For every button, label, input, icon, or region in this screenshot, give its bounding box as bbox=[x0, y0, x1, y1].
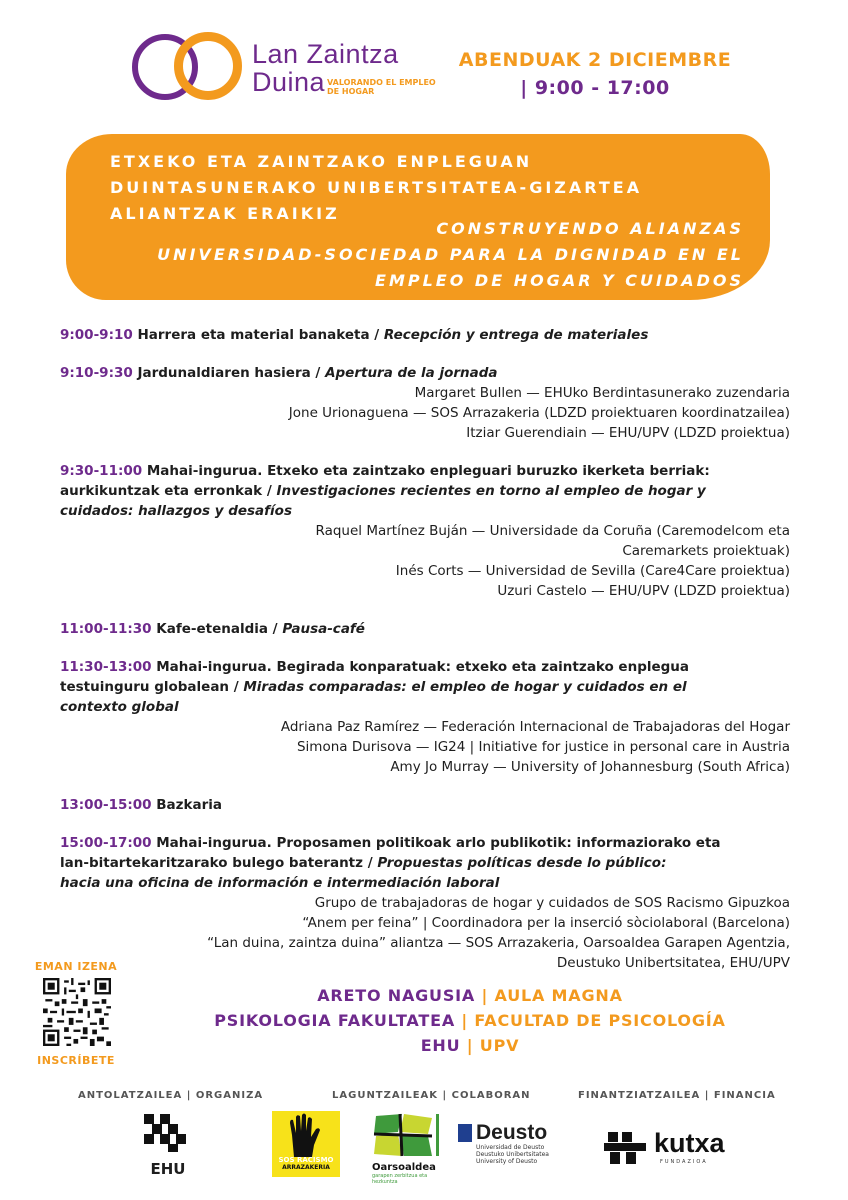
agenda-slot bbox=[60, 833, 790, 973]
speaker: Simona Durisova — IG24 | Initiative for justice in personal care in Austria bbox=[296, 739, 790, 755]
agenda-slot bbox=[60, 461, 790, 601]
speaker: Grupo de trabajadoras de hogar y cuidados de SOS Racismo Gipuzkoa bbox=[314, 895, 790, 911]
deusto-subtitle-en: University of Deusto bbox=[476, 1158, 538, 1165]
lan-zaintza-duina-logo bbox=[130, 30, 436, 106]
deusto-shield-icon bbox=[458, 1124, 472, 1142]
slot-title-eu: Mahai-ingurua. Etxeko eta zaintzako enpleguari buruzko ikerketa berriak: bbox=[146, 463, 710, 479]
speaker: Deustuko Unibertsitatea, EHU/UPV bbox=[556, 955, 790, 971]
slot-title-es: Investigaciones recientes en torno al empleo de hogar y bbox=[276, 483, 706, 499]
slot-time: 13:00-15:00 bbox=[60, 797, 152, 813]
slot-time: 9:10-9:30 bbox=[60, 365, 133, 381]
deusto-subtitle-es: Universidad de Deusto bbox=[476, 1144, 545, 1151]
title-banner bbox=[66, 134, 770, 300]
venue-faculty-es: | FACULTAD DE PSICOLOGÍA bbox=[461, 1011, 726, 1030]
date-line: ABENDUAK 2 DICIEMBRE bbox=[458, 49, 732, 71]
banner-es-line2: UNIVERSIDAD-SOCIEDAD PARA LA DIGNIDAD EN EL bbox=[157, 245, 744, 264]
time-line: | 9:00 - 17:00 bbox=[520, 77, 670, 99]
slot-title-eu: Harrera eta material banaketa / bbox=[137, 327, 380, 343]
sos-logo-arrazakeria: ARRAZAKERIA bbox=[282, 1164, 330, 1171]
slot-title-eu: Mahai-ingurua. Proposamen politikoak arlo publikotik: informaziorako eta bbox=[156, 835, 721, 851]
slot-time: 9:30-11:00 bbox=[60, 463, 143, 479]
agenda-slot bbox=[60, 363, 790, 443]
speaker: Raquel Martínez Buján — Universidade da Coruña (Caremodelcom eta bbox=[315, 523, 790, 539]
event-date bbox=[430, 46, 760, 102]
slot-title-eu-cont: testuinguru globalean / bbox=[60, 679, 239, 695]
banner-eu-line1: ETXEKO ETA ZAINTZAKO ENPLEGUAN bbox=[110, 152, 533, 171]
slot-time: 11:30-13:00 bbox=[60, 659, 152, 675]
agenda bbox=[60, 325, 790, 991]
speaker: “Lan duina, zaintza duina” aliantza — SOS Arrazakeria, Oarsoaldea Garapen Agentzia, bbox=[207, 935, 790, 951]
slot-title-eu: Jardunaldiaren hasiera / bbox=[137, 365, 321, 381]
agenda-slot bbox=[60, 619, 790, 639]
agenda-slot bbox=[60, 325, 790, 345]
slot-title-es-cont: hacia una oficina de información e intermediación laboral bbox=[60, 875, 500, 891]
slot-title-es-cont: cuidados: hallazgos y desafíos bbox=[60, 503, 292, 519]
speaker: Adriana Paz Ramírez — Federación Internacional de Trabajadoras del Hogar bbox=[280, 719, 790, 735]
venue bbox=[160, 983, 780, 1058]
venue-faculty-eu: PSIKOLOGIA FAKULTATEA bbox=[214, 1011, 456, 1030]
slot-title-eu-cont: aurkikuntzak eta erronkak / bbox=[60, 483, 272, 499]
sos-racismo-logo bbox=[272, 1111, 340, 1177]
venue-hall-eu: ARETO NAGUSIA bbox=[317, 986, 476, 1005]
colaboran-heading: LAGUNTZAILEAK | COLABORAN bbox=[332, 1090, 531, 1101]
oarsoaldea-emblem-icon bbox=[372, 1112, 450, 1158]
slot-title-es: Pausa-café bbox=[282, 621, 365, 637]
raised-hand-icon bbox=[272, 1111, 340, 1159]
ehu-emblem-icon bbox=[138, 1112, 198, 1154]
slot-title-es: Miradas comparadas: el empleo de hogar y cuidados en el bbox=[243, 679, 687, 695]
logo-subtitle: VALORANDO EL EMPLEO DE HOGAR bbox=[327, 78, 436, 96]
kutxa-fundazioa-text: FUNDAZIOA bbox=[660, 1159, 708, 1165]
slot-title-es-cont: contexto global bbox=[60, 699, 179, 715]
slot-title-eu: Bazkaria bbox=[156, 797, 222, 813]
slot-title-eu: Kafe-etenaldia / bbox=[156, 621, 278, 637]
banner-title-spanish bbox=[104, 216, 744, 294]
registration-qr-code[interactable] bbox=[43, 978, 111, 1046]
slot-time: 9:00-9:10 bbox=[60, 327, 133, 343]
slot-title-eu: Mahai-ingurua. Begirada konparatuak: etxeko eta zaintzako enplegua bbox=[156, 659, 690, 675]
logo-orange-ring bbox=[174, 32, 242, 100]
logo-title-line1: Lan Zaintza bbox=[252, 39, 399, 69]
banner-es-line3: EMPLEO DE HOGAR Y CUIDADOS bbox=[375, 271, 744, 290]
oarsoaldea-tagline: garapen zerbitzua eta hezkuntza bbox=[372, 1173, 428, 1185]
venue-hall-es: | AULA MAGNA bbox=[481, 986, 623, 1005]
deusto-subtitle-eu: Deustuko Unibertsitatea bbox=[476, 1151, 549, 1158]
slot-title-es: Propuestas políticas desde lo público: bbox=[377, 855, 667, 871]
venue-university-es: | UPV bbox=[466, 1036, 520, 1055]
speaker: Amy Jo Murray — University of Johannesburg (South Africa) bbox=[390, 759, 790, 775]
banner-es-line1: CONSTRUYENDO ALIANZAS bbox=[436, 219, 744, 238]
register-label-eu: EMAN IZENA bbox=[34, 960, 118, 973]
speaker: Inés Corts — Universidad de Sevilla (Care4Care proiektua) bbox=[395, 563, 790, 579]
oarsoaldea-logo-text: Oarsoaldea bbox=[372, 1162, 436, 1173]
organiza-heading: ANTOLATZAILEA | ORGANIZA bbox=[78, 1090, 264, 1101]
slot-title-es: Recepción y entrega de materiales bbox=[383, 327, 649, 343]
sos-logo-text: SOS bbox=[278, 1156, 295, 1164]
banner-eu-line3: ALIANTZAK ERAIKIZ bbox=[110, 204, 340, 223]
slot-time: 15:00-17:00 bbox=[60, 835, 152, 851]
kutxa-logo-text: kutxa bbox=[654, 1128, 725, 1158]
banner-eu-line2: DUINTASUNERAKO UNIBERTSITATEA-GIZARTEA bbox=[110, 178, 643, 197]
ehu-logo-text: EHU bbox=[150, 1160, 186, 1178]
slot-time: 11:00-11:30 bbox=[60, 621, 152, 637]
speaker: Jone Urionaguena — SOS Arrazakeria (LDZD proiektuaren koordinatzailea) bbox=[288, 405, 790, 421]
register-label-es: INSCRÍBETE bbox=[37, 1054, 115, 1067]
slot-title-eu-cont: lan-bitartekaritzarako bulego baterantz / bbox=[60, 855, 373, 871]
venue-university-eu: EHU bbox=[420, 1036, 461, 1055]
financia-heading: FINANTZIATZAILEA | FINANCIA bbox=[578, 1090, 776, 1101]
speaker: “Anem per feina” | Coordinadora per la inserció sòciolaboral (Barcelona) bbox=[302, 915, 790, 931]
deusto-logo bbox=[458, 1122, 568, 1165]
logo-title-line2: Duina bbox=[252, 67, 326, 97]
agenda-slot bbox=[60, 657, 790, 777]
slot-title-es: Apertura de la jornada bbox=[325, 365, 498, 381]
deusto-logo-text: Deusto bbox=[476, 1121, 548, 1144]
speaker: Uzuri Castelo — EHU/UPV (LDZD proiektua) bbox=[497, 583, 790, 599]
kutxa-fundazioa-logo bbox=[604, 1130, 744, 1170]
speaker: Caremarkets proiektuak) bbox=[622, 543, 790, 559]
ehu-logo bbox=[138, 1112, 198, 1178]
kutxa-emblem-icon bbox=[604, 1130, 648, 1166]
speaker: Margaret Bullen — EHUko Berdintasunerako zuzendaria bbox=[414, 385, 790, 401]
speaker: Itziar Guerendiain — EHU/UPV (LDZD proiektua) bbox=[466, 425, 790, 441]
sos-logo-racismo: RACISMO bbox=[296, 1156, 334, 1164]
oarsoaldea-logo bbox=[372, 1112, 450, 1185]
agenda-slot bbox=[60, 795, 790, 815]
